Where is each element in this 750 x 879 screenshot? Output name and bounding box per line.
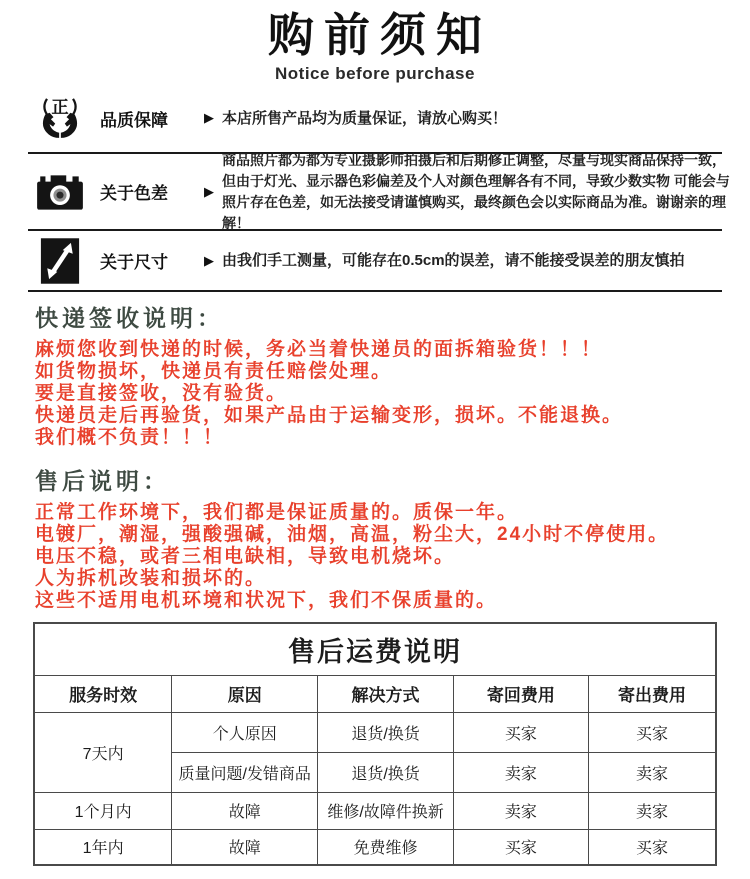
notice-text-color: 商品照片都为都为专业摄影师拍摄后和后期修正调整，尽量与现实商品保持一致，但由于灯光、显示器色彩偏差及个人对颜色理解各有不同，导致少数实物 可能会与照片存在色差，如无法接受请谨慎购买，最终颜色会以实际商品为准。谢谢亲的理解！ (222, 151, 730, 231)
freight-table (33, 622, 717, 866)
cell-return-fee: 买家 (453, 712, 588, 752)
col-header-solution: 解决方式 (318, 675, 454, 712)
freight-table-title-row (34, 623, 716, 675)
cell-solution: 退货/换货 (318, 752, 454, 792)
page-title: 购前须知 (268, 9, 492, 61)
notice-text-size: 由我们手工测量，可能存在0.5cm的误差，请不能接受误差的朋友慎拍 (222, 252, 685, 269)
page-header (0, 0, 750, 84)
aftersale-line: 电压不稳，或者三相电缺相，导致电机烧坏。 (35, 546, 456, 567)
delivery-line: 快递员走后再验货，如果产品由于运输变形，损坏。不能退换。 (35, 405, 624, 426)
notice-label-color: 关于色差 (100, 184, 168, 203)
cell-send-fee: 买家 (588, 712, 716, 752)
aftersale-section-heading: 售后说明： (35, 468, 170, 494)
delivery-instructions-section (0, 304, 750, 449)
aftersale-line: 正常工作环境下，我们都是保证质量的。质保一年。 (35, 502, 519, 523)
aftersale-line: 电镀厂，潮湿，强酸强碱，油烟，高温，粉尘大，24小时不停使用。 (35, 524, 670, 545)
cell-period: 7天内 (34, 712, 172, 792)
delivery-section-heading: 快递签收说明： (35, 305, 224, 331)
page-subtitle: Notice before purchase (275, 64, 475, 83)
col-header-period: 服务时效 (34, 675, 172, 712)
table-row (34, 792, 716, 829)
cell-reason: 质量问题/发错商品 (172, 752, 318, 792)
notice-label-size: 关于尺寸 (100, 253, 168, 272)
delivery-line: 要是直接签收，没有验货。 (35, 383, 288, 404)
cell-reason: 故障 (172, 792, 318, 829)
divider (28, 290, 722, 292)
cell-return-fee: 卖家 (453, 792, 588, 829)
freight-table-title: 售后运费说明 (34, 623, 716, 675)
cell-send-fee: 卖家 (588, 792, 716, 829)
delivery-line: 麻烦您收到快递的时候，务必当着快递员的面拆箱验货！！！ (35, 339, 603, 360)
notice-label-quality: 品质保障 (100, 110, 168, 130)
cell-period: 1年内 (34, 829, 172, 865)
cell-return-fee: 买家 (453, 829, 588, 865)
col-header-send-fee: 寄出费用 (588, 675, 716, 712)
freight-table-header-row (34, 675, 716, 712)
aftersale-line: 人为拆机改装和损坏的。 (35, 568, 267, 589)
cell-reason: 个人原因 (172, 712, 318, 752)
size-arrows-icon (32, 237, 88, 285)
aftersale-line: 这些不适用电机环境和状况下，我们不保质量的。 (35, 590, 498, 611)
camera-icon (32, 170, 88, 214)
cell-send-fee: 卖家 (588, 752, 716, 792)
table-row (34, 712, 716, 752)
table-row (34, 829, 716, 865)
cell-solution: 维修/故障件换新 (318, 792, 454, 829)
cell-solution: 退货/换货 (318, 712, 454, 752)
notice-row-quality (0, 84, 750, 152)
arrow-bullet-icon: ▶ (204, 183, 214, 199)
notice-row-size (0, 231, 750, 290)
arrow-bullet-icon: ▶ (204, 110, 214, 125)
aftersale-instructions-section (0, 467, 750, 612)
notice-text-quality: 本店所售产品均为质量保证，请放心购买！ (222, 109, 508, 127)
svg-text:正: 正 (51, 96, 69, 117)
col-header-reason: 原因 (172, 675, 318, 712)
delivery-line: 我们概不负责！！！ (35, 427, 225, 448)
hands-genuine-icon (32, 95, 88, 141)
notice-row-color (0, 151, 750, 231)
arrow-bullet-icon: ▶ (204, 252, 214, 268)
delivery-line: 如货物损坏，快递员有责任赔偿处理。 (35, 361, 393, 382)
cell-solution: 免费维修 (318, 829, 454, 865)
cell-period: 1个月内 (34, 792, 172, 829)
cell-return-fee: 卖家 (453, 752, 588, 792)
col-header-return-fee: 寄回费用 (453, 675, 588, 712)
cell-send-fee: 买家 (588, 829, 716, 865)
cell-reason: 故障 (172, 829, 318, 865)
freight-table-wrap (33, 622, 717, 866)
